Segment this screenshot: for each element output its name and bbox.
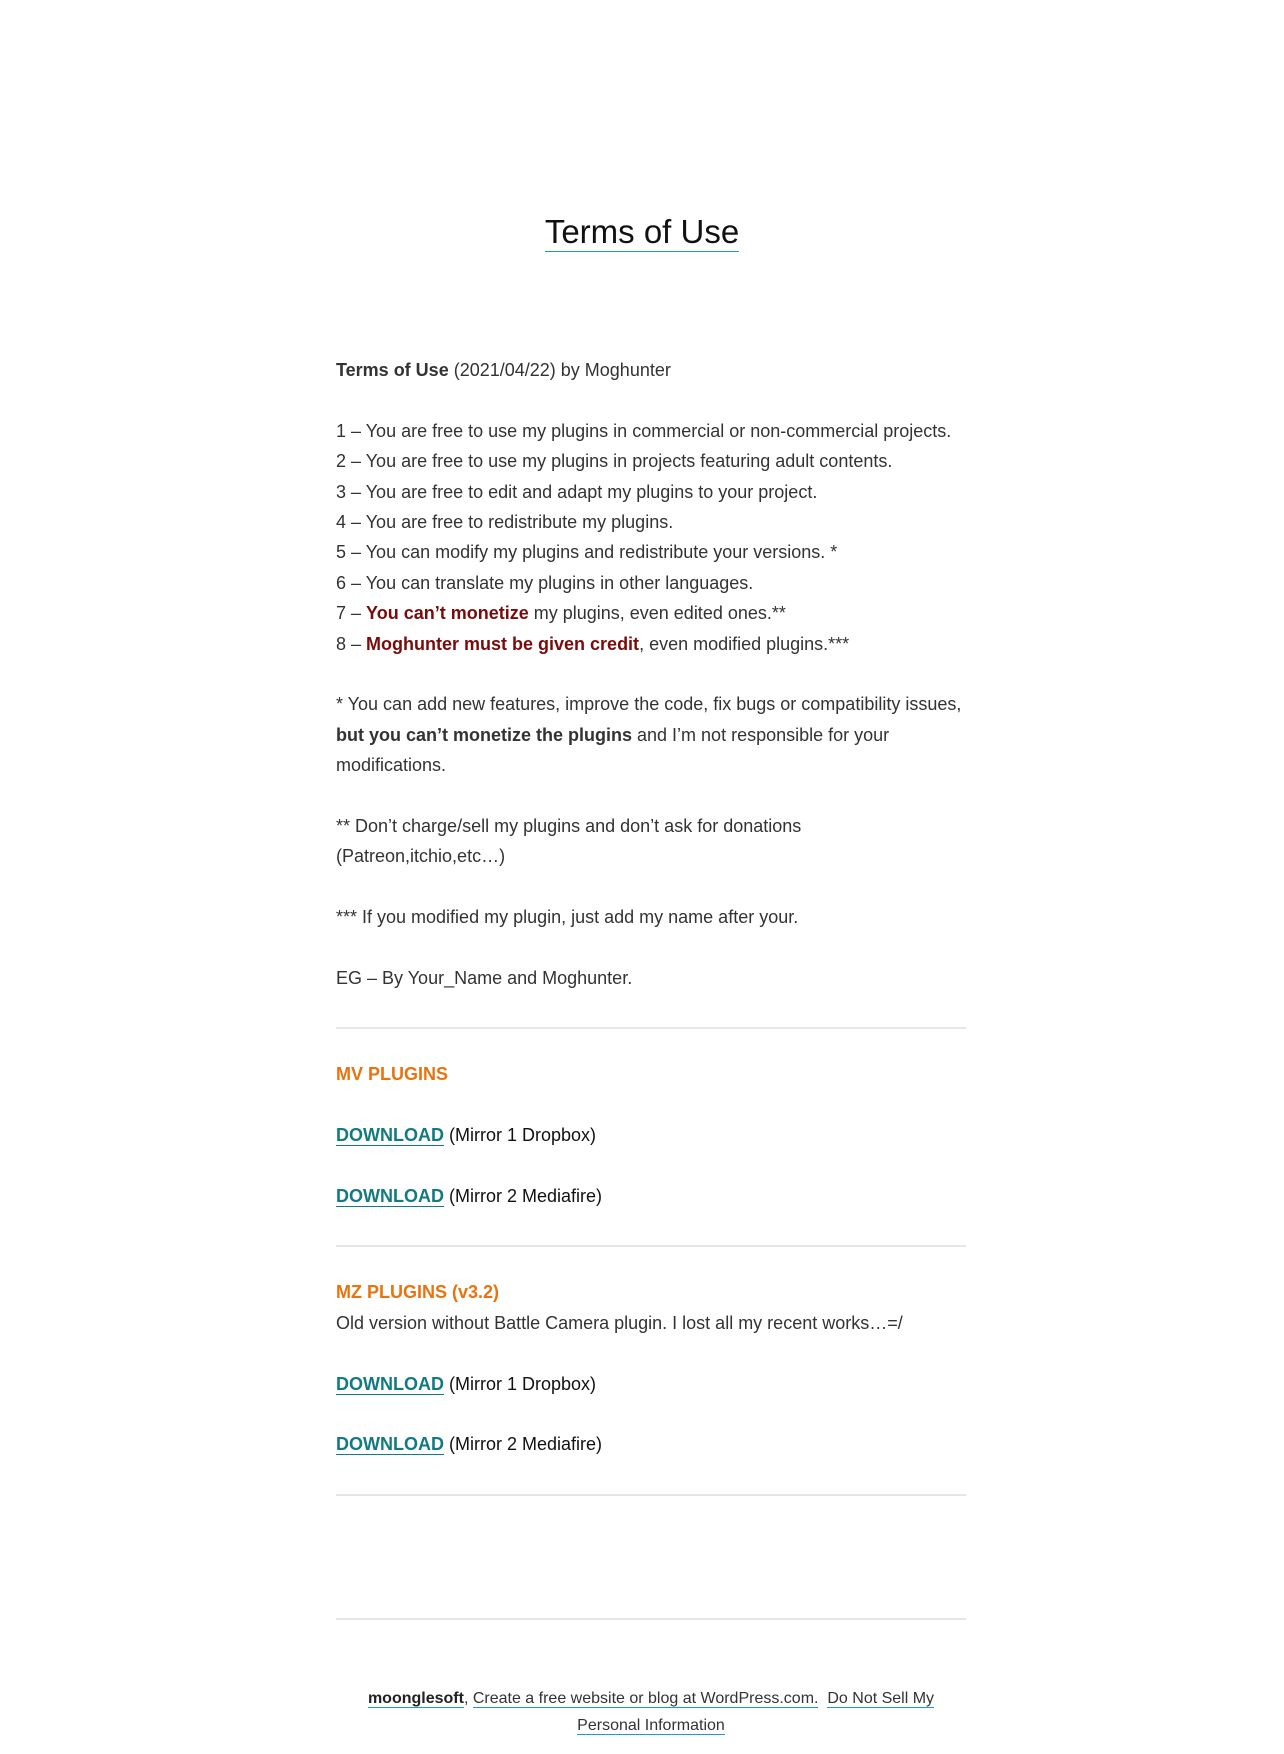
rule-2: 2 – You are free to use my plugins in projects featuring adult contents. (336, 451, 893, 472)
rule-8-emphasis: Moghunter must be given credit (366, 633, 640, 654)
footnote-1-text: * You can add new features, improve the code, fix bugs or compatibility issues, (336, 694, 962, 715)
mz-mirror-1-label: (Mirror 1 Dropbox) (443, 1373, 597, 1394)
mz-download-1 (336, 1369, 966, 1399)
rule-7-rest: my plugins, even edited ones.** (528, 603, 786, 624)
page-title (0, 208, 1284, 256)
intro-title: Terms of Use (336, 360, 449, 380)
mv-download-dropbox-link[interactable]: DOWNLOAD (336, 1125, 444, 1146)
footer-comma: , (463, 1690, 473, 1707)
site-footer (336, 1685, 966, 1739)
footer-divider (336, 1618, 966, 1620)
mv-download-1 (336, 1120, 966, 1150)
mz-version-note: Old version without Battle Camera plugin. I lost all my recent works…=/ (336, 1312, 903, 1333)
mz-plugins-heading: MZ PLUGINS (v3.2) (336, 1282, 500, 1303)
credit-example: EG – By Your_Name and Moghunter. (336, 968, 633, 989)
rule-7-emphasis: You can’t monetize (366, 603, 529, 624)
mz-download-2 (336, 1429, 966, 1459)
rule-7-number: 7 – (336, 603, 367, 624)
rule-8-number: 8 – (336, 633, 367, 654)
footnote-1-emphasis: but you can’t monetize the plugins (336, 724, 633, 745)
mz-download-mediafire-link[interactable]: DOWNLOAD (336, 1434, 444, 1455)
rule-4: 4 – You are free to redistribute my plugins. (336, 512, 674, 533)
rule-3: 3 – You are free to edit and adapt my plugins to your project. (336, 481, 818, 502)
footnote-1-rest: and I’m not responsible for your modifications. (336, 724, 890, 776)
mv-download-2 (336, 1181, 966, 1211)
rule-1: 1 – You are free to use my plugins in commercial or non-commercial projects. (336, 420, 952, 441)
page-content (336, 355, 966, 1620)
do-not-sell-link[interactable]: Do Not Sell My Personal Information (577, 1690, 935, 1734)
intro-line (336, 355, 966, 385)
page-title-link[interactable]: Terms of Use (544, 213, 740, 250)
rule-8 (336, 629, 966, 659)
wordpress-link[interactable]: Create a free website or blog at WordPress.com. (472, 1690, 819, 1707)
mv-plugins-heading: MV PLUGINS (336, 1064, 449, 1085)
rule-8-rest: , even modified plugins.*** (639, 633, 850, 654)
footnote-1 (336, 689, 966, 780)
footnote-3: *** If you modified my plugin, just add my name after your. (336, 907, 799, 928)
mv-download-mediafire-link[interactable]: DOWNLOAD (336, 1186, 444, 1207)
mv-mirror-2-label: (Mirror 2 Mediafire) (443, 1186, 603, 1207)
footnote-2: ** Don’t charge/sell my plugins and don’t ask for donations (Patreon,itchio,etc…) (336, 816, 802, 867)
site-name-link[interactable]: moonglesoft (367, 1690, 464, 1707)
mz-mirror-2-label: (Mirror 2 Mediafire) (443, 1434, 603, 1455)
rule-7 (336, 598, 966, 628)
rule-6: 6 – You can translate my plugins in other languages. (336, 572, 754, 593)
mv-mirror-1-label: (Mirror 1 Dropbox) (443, 1125, 597, 1146)
rule-5: 5 – You can modify my plugins and redistribute your versions. * (336, 542, 838, 563)
mz-download-dropbox-link[interactable]: DOWNLOAD (336, 1373, 444, 1394)
intro-meta: (2021/04/22) by Moghunter (448, 360, 671, 380)
